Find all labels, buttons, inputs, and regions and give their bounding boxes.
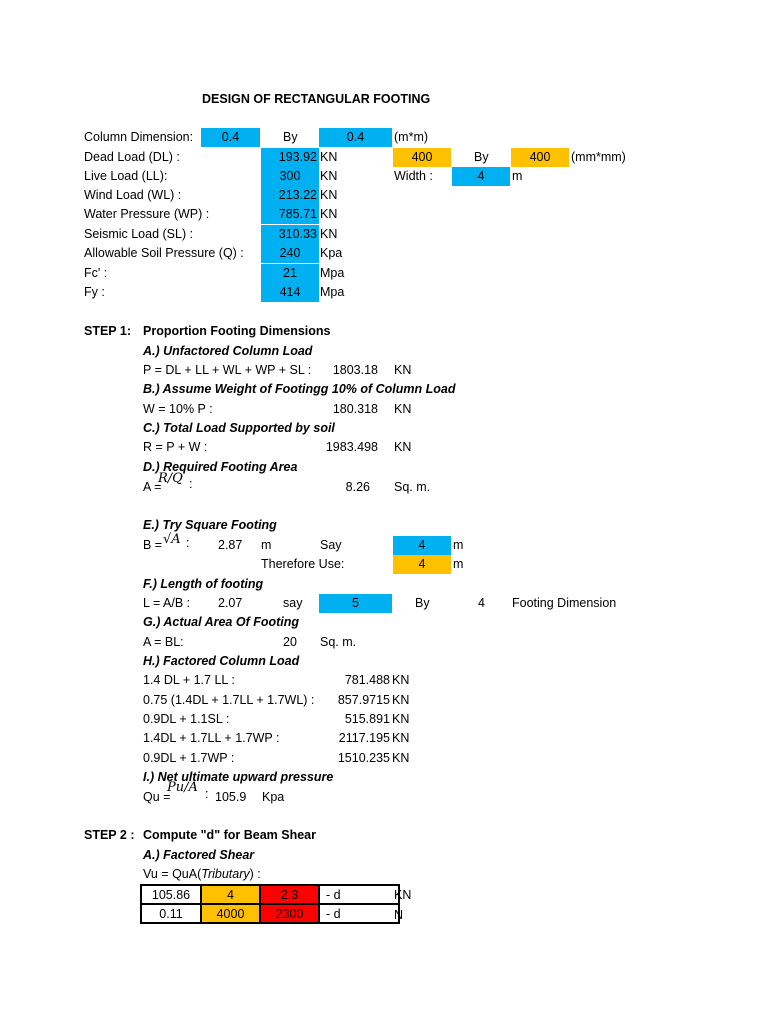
step1-h-row3-equation: 0.9DL + 1.1SL : [143, 712, 230, 726]
vu-prefix: Vu = QuA( [143, 867, 202, 881]
soil-pressure-cell[interactable]: 240 [261, 244, 319, 263]
wind-load-cell[interactable]: 213.22 [261, 186, 319, 205]
live-load-unit: KN [320, 169, 338, 183]
width-unit: m [512, 169, 523, 183]
seismic-load-unit: KN [320, 227, 338, 241]
step1-h-row3-value: 515.891 [344, 712, 390, 726]
step1-e-title: E.) Try Square Footing [143, 518, 277, 532]
step1-e-say-cell[interactable]: 4 [393, 536, 451, 555]
pu-over-a-formula: Pu/A [167, 780, 198, 795]
step1-g-value: 20 [283, 635, 297, 649]
step1-e-say-label: Say [320, 538, 342, 552]
step1-d-colon: : [189, 477, 193, 491]
step1-e-use-unit: m [453, 557, 464, 571]
step1-e-unit: m [261, 538, 272, 552]
sqrt-a-formula: √A [163, 532, 181, 547]
r-over-q-formula: R/Q [158, 471, 183, 486]
wind-load-label: Wind Load (WL) : [84, 188, 182, 202]
step1-a-equation: P = DL + LL + WL + WP + SL : [143, 363, 312, 377]
step1-f-title: F.) Length of footing [143, 577, 264, 591]
table-cell[interactable]: - d [319, 885, 399, 904]
soil-pressure-label: Allowable Soil Pressure (Q) : [84, 246, 244, 260]
water-pressure-label: Water Pressure (WP) : [84, 207, 210, 221]
column-mm-unit: (mm*mm) [571, 150, 626, 164]
vu-suffix: ) : [249, 867, 261, 881]
column-dimension-a-cell[interactable]: 0.4 [201, 128, 260, 147]
column-mm-a-cell[interactable]: 400 [393, 148, 451, 167]
column-mm-b-cell[interactable]: 400 [511, 148, 569, 167]
step2-a-title: A.) Factored Shear [143, 848, 255, 862]
table-cell[interactable]: 2.3 [260, 885, 319, 904]
step1-h-title: H.) Factored Column Load [143, 654, 300, 668]
dead-load-unit: KN [320, 150, 338, 164]
seismic-load-label: Seismic Load (SL) : [84, 227, 194, 241]
step2-label: STEP 2 : [84, 828, 135, 842]
soil-pressure-unit: Kpa [320, 246, 343, 260]
step1-f-say-label: say [283, 596, 303, 610]
footing-dimension-label: Footing Dimension [512, 596, 617, 610]
column-dimension-label: Column Dimension: [84, 130, 194, 144]
width-label: Width : [394, 169, 433, 183]
step1-i-unit: Kpa [262, 790, 285, 804]
step1-i-equation: Qu = [143, 790, 171, 804]
step1-h-row5-unit: KN [392, 751, 410, 765]
step1-g-unit: Sq. m. [320, 635, 357, 649]
table-row2-unit: N [394, 908, 404, 922]
table-cell[interactable]: 105.86 [141, 885, 201, 904]
table-cell[interactable]: 2300 [260, 904, 319, 923]
table-cell[interactable]: 0.11 [141, 904, 201, 923]
step1-g-equation: A = BL: [143, 635, 184, 649]
step1-b-equation: W = 10% P : [143, 402, 213, 416]
live-load-label: Live Load (LL): [84, 169, 168, 183]
wind-load-unit: KN [320, 188, 338, 202]
step1-f-by-label: By [415, 596, 430, 610]
live-load-cell[interactable]: 300 [261, 167, 319, 186]
step1-h-row4-unit: KN [392, 731, 410, 745]
step1-e-say-unit: m [453, 538, 464, 552]
vu-tributary: Tributary [201, 867, 250, 881]
step1-a-title: A.) Unfactored Column Load [143, 344, 313, 358]
step1-a-unit: KN [394, 363, 412, 377]
fy-cell[interactable]: 414 [261, 283, 319, 302]
fy-unit: Mpa [320, 285, 345, 299]
step1-f-value: 2.07 [218, 596, 243, 610]
table-cell[interactable]: - d [319, 904, 399, 923]
step1-e-value: 2.87 [218, 538, 243, 552]
step1-h-row4-equation: 1.4DL + 1.7LL + 1.7WP : [143, 731, 280, 745]
step2-title: Compute "d" for Beam Shear [143, 828, 316, 842]
table-row1-unit: KN [394, 888, 412, 902]
step1-h-row1-equation: 1.4 DL + 1.7 LL : [143, 673, 235, 687]
step1-f-by-value: 4 [478, 596, 485, 610]
step1-h-row1-value: 781.488 [344, 673, 390, 687]
column-mm-by-label: By [474, 150, 489, 164]
step1-e-colon: : [186, 536, 190, 550]
step1-f-equation: L = A/B : [143, 596, 191, 610]
step1-title: Proportion Footing Dimensions [143, 324, 331, 338]
step1-a-value: 1803.18 [332, 363, 378, 377]
vu-equation [143, 865, 261, 884]
fc-cell[interactable]: 21 [261, 264, 319, 283]
step1-h-row2-unit: KN [392, 693, 410, 707]
step1-i-colon: : [205, 787, 209, 801]
table-cell[interactable]: 4 [201, 885, 260, 904]
step1-h-row1-unit: KN [392, 673, 410, 687]
step1-d-title: D.) Required Footing Area [143, 460, 298, 474]
step1-g-title: G.) Actual Area Of Footing [143, 615, 300, 629]
step1-c-value: 1983.498 [325, 440, 378, 454]
table-row [141, 885, 399, 904]
beam-shear-table [140, 884, 400, 924]
step1-c-equation: R = P + W : [143, 440, 208, 454]
fy-label: Fy : [84, 285, 105, 299]
step1-c-unit: KN [394, 440, 412, 454]
fc-label: Fc' : [84, 266, 108, 280]
page-title: DESIGN OF RECTANGULAR FOOTING [202, 92, 431, 106]
step1-b-value: 180.318 [332, 402, 378, 416]
width-cell[interactable]: 4 [452, 167, 510, 186]
step1-c-title: C.) Total Load Supported by soil [143, 421, 335, 435]
dead-load-cell[interactable]: 193.92 [261, 148, 319, 167]
seismic-load-cell[interactable]: 310.33 [261, 225, 319, 244]
step1-h-row4-value: 2117.195 [338, 731, 390, 745]
column-dimension-unit: (m*m) [394, 130, 429, 144]
step1-h-row2-equation: 0.75 (1.4DL + 1.7LL + 1.7WL) : [143, 693, 315, 707]
step1-h-row5-equation: 0.9DL + 1.7WP : [143, 751, 235, 765]
step1-b-title: B.) Assume Weight of Footingg 10% of Column Load [143, 382, 456, 396]
step1-d-equation: A = [143, 480, 162, 494]
step1-h-row5-value: 1510.235 [337, 751, 390, 765]
table-row [141, 904, 399, 923]
step1-d-unit: Sq. m. [394, 480, 431, 494]
step1-h-row3-unit: KN [392, 712, 410, 726]
fc-unit: Mpa [320, 266, 345, 280]
step1-b-unit: KN [394, 402, 412, 416]
water-pressure-unit: KN [320, 207, 338, 221]
step1-d-value: 8.26 [345, 480, 370, 494]
dead-load-label: Dead Load (DL) : [84, 150, 180, 164]
column-dimension-b-cell[interactable]: 0.4 [319, 128, 392, 147]
water-pressure-cell[interactable]: 785.71 [261, 205, 319, 224]
step1-label: STEP 1: [84, 324, 132, 338]
step1-e-use-label: Therefore Use: [261, 557, 345, 571]
step1-e-equation: B = [143, 538, 163, 552]
step1-i-title: I.) Net ultimate upward pressure [143, 770, 334, 784]
step1-i-value: 105.9 [215, 790, 247, 804]
step1-h-row2-value: 857.9715 [337, 693, 390, 707]
column-dimension-by-label: By [283, 130, 298, 144]
table-cell[interactable]: 4000 [201, 904, 260, 923]
step1-e-use-cell[interactable]: 4 [393, 555, 451, 574]
step1-f-say-cell[interactable]: 5 [319, 594, 392, 613]
